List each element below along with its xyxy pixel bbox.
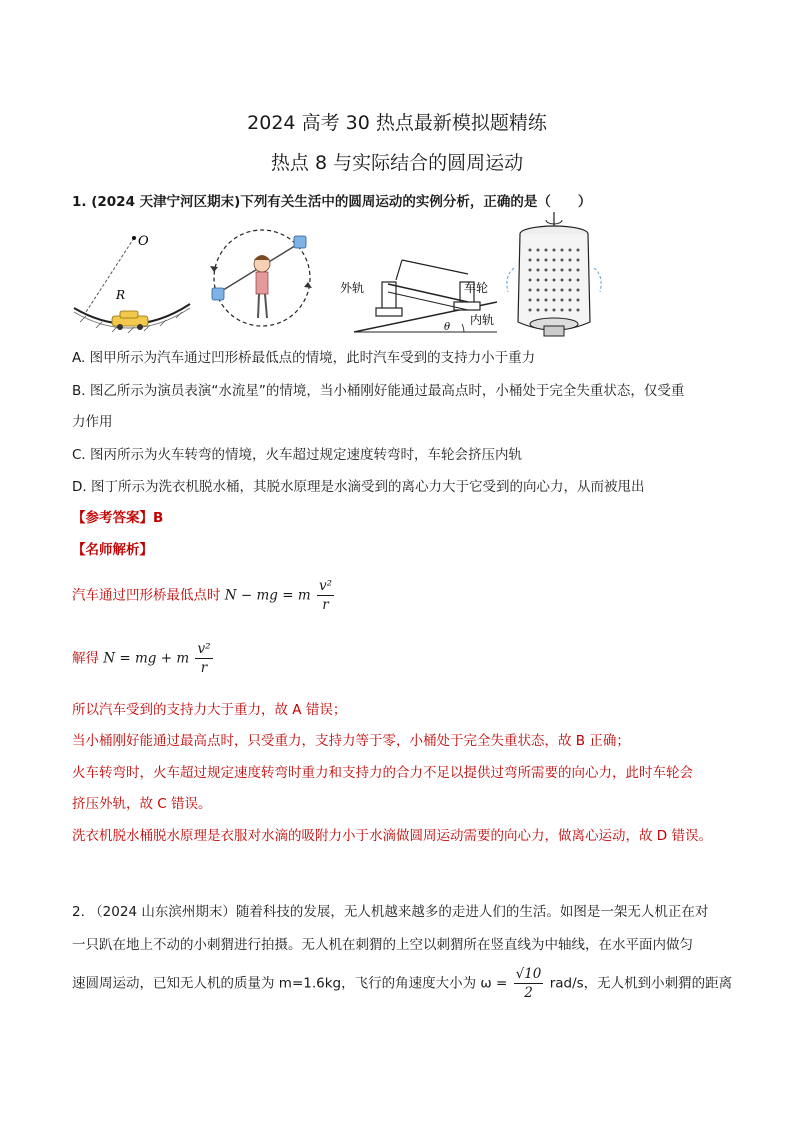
- question-2-line-3-start: 速圆周运动，已知无人机的质量为 m=1.6kg，飞行的角速度大小为 ω =: [72, 975, 508, 992]
- fraction-numerator: v²: [318, 578, 332, 594]
- explanation-line: 所以汽车受到的支持力大于重力，故 A 错误；: [72, 702, 347, 718]
- water-meteor-figure: [210, 230, 312, 326]
- equation-1: [72, 577, 732, 614]
- question-2-line-3: [72, 965, 732, 1002]
- washing-drum-figure: [507, 212, 601, 336]
- bucket-icon: [212, 288, 224, 300]
- fraction-numerator: v²: [197, 641, 211, 657]
- explanation-line: 挤压外轨，故 C 错误。: [72, 796, 212, 812]
- question-2-line-2: 一只趴在地上不动的小刺猬进行拍摄。无人机在刺猬的上空以刺猬所在竖直线为中轴线，在水平面内做匀: [72, 937, 693, 953]
- omega-denominator: 2: [524, 985, 533, 1001]
- equation-2: [72, 640, 732, 677]
- angle-label: θ: [444, 322, 451, 333]
- equation-1-prefix: 汽车通过凹形桥最低点时: [72, 587, 221, 604]
- equation-2-lhs: N = mg + m: [103, 650, 190, 667]
- outer-rail-label: 外轨: [340, 281, 365, 295]
- answer-label: 【参考答案】B: [72, 510, 164, 526]
- wheel-label: 车轮: [464, 281, 489, 295]
- question-2-line-3-end: rad/s，无人机到小刺猬的距离: [549, 975, 733, 992]
- page-title: 2024 高考 30 热点最新模拟题精练: [247, 112, 547, 134]
- option-b-continued: 力作用: [72, 414, 113, 430]
- option-c: C. 图丙所示为火车转弯的情境，火车超过规定速度转弯时，车轮会挤压内轨: [72, 447, 523, 463]
- explanation-line: 洗衣机脱水桶脱水原理是衣服对水滴的吸附力小于水滴做圆周运动需要的向心力，做离心运动，故 D 错误。: [72, 828, 712, 844]
- inner-rail-label: 内轨: [470, 313, 495, 327]
- option-b: B. 图乙所示为演员表演“水流星”的情境，当小桶刚好能通过最高点时，小桶处于完全失重状态，仅受重: [72, 383, 685, 399]
- omega-fraction: [514, 965, 544, 1002]
- option-a: A. 图甲所示为汽车通过凹形桥最低点的情境，此时汽车受到的支持力小于重力: [72, 350, 536, 366]
- fraction-denominator: r: [322, 597, 329, 613]
- concave-bridge-figure: [74, 236, 190, 333]
- analysis-label: 【名师解析】: [72, 542, 153, 558]
- question-1-figures: [72, 212, 732, 342]
- question-1-stem: 1. (2024 天津宁河区期末)下列有关生活中的圆周运动的实例分析，正确的是（ ）: [72, 194, 592, 210]
- center-label: O: [138, 234, 149, 249]
- radius-label: R: [116, 288, 126, 302]
- equation-2-prefix: 解得: [72, 650, 99, 667]
- option-d: D. 图丁所示为洗衣机脱水桶，其脱水原理是水滴受到的离心力大于它受到的向心力，从而被甩出: [72, 479, 645, 495]
- equation-1-fraction: [317, 577, 334, 614]
- explanation-line: 当小桶刚好能通过最高点时，只受重力，支持力等于零，小桶处于完全失重状态，故 B 正确；: [72, 733, 630, 749]
- fraction-denominator: r: [200, 660, 208, 676]
- equation-1-lhs: N − mg = m: [224, 587, 311, 604]
- question-2-line-1: 2. （2024 山东滨州期末）随着科技的发展，无人机越来越多的走进人们的生活。如图是一架无人机正在对: [72, 904, 709, 920]
- equation-2-fraction: [195, 640, 212, 677]
- section-title: 热点 8 与实际结合的圆周运动: [270, 152, 524, 174]
- omega-numerator: √10: [515, 966, 542, 982]
- explanation-line: 火车转弯时，火车超过规定速度转弯时重力和支持力的合力不足以提供过弯所需要的向心力，此时车轮会: [72, 765, 693, 781]
